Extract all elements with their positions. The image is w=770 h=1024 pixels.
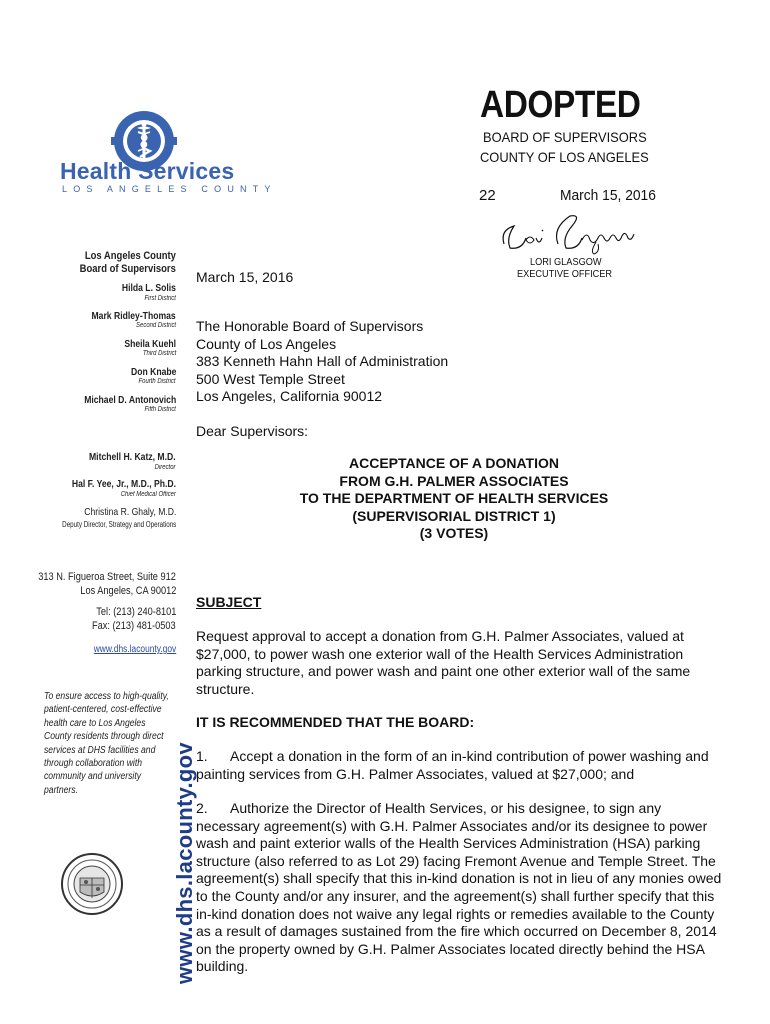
recommendation-item: [196, 748, 726, 783]
heading-line: TO THE DEPARTMENT OF HEALTH SERVICES: [299, 490, 609, 507]
recipient-address: [196, 318, 448, 406]
official-title: Chief Medical Officer: [120, 491, 176, 498]
heading-line: (SUPERVISORIAL DISTRICT 1): [352, 507, 556, 524]
sidebar-org-line2: Board of Supervisors: [79, 263, 176, 275]
vertical-website-text: www.dhs.lacounty.gov: [172, 742, 197, 984]
stamp-officer-name: LORI GLASGOW: [530, 257, 602, 268]
supervisor-name: Michael D. Antonovich: [83, 394, 176, 406]
heading-line: (3 VOTES): [419, 525, 489, 542]
office-tel: Tel: (213) 240-8101: [95, 606, 176, 618]
stamp-county: COUNTY OF LOS ANGELES: [480, 149, 649, 165]
office-address-line1: 313 N. Figueroa Street, Suite 912: [38, 571, 176, 583]
official-title: Director: [155, 464, 176, 471]
supervisor-name: Sheila Kuehl: [124, 338, 176, 350]
subject-text: Request approval to accept a donation from G.H. Palmer Associates, valued at $27,000, to power wash one exterior wall of the Health Services Administration parking structure, and power wash and paint one other exterior wall of the same structure.: [196, 628, 691, 697]
recommendation-number: 2.: [196, 800, 208, 816]
subject-heading: SUBJECT: [196, 594, 262, 610]
office-address-line2: Los Angeles, CA 90012: [79, 585, 176, 597]
supervisor-district: Fourth District: [138, 378, 176, 385]
supervisor-district: Second District: [135, 322, 176, 329]
stamp-board: BOARD OF SUPERVISORS: [483, 129, 647, 145]
letter-heading: [196, 455, 712, 543]
logo-subtitle: LOS ANGELES COUNTY: [62, 184, 277, 194]
supervisor-district: Fifth District: [144, 406, 176, 413]
supervisor-district: Third District: [142, 350, 176, 357]
adopted-stamp-title: ADOPTED: [480, 84, 641, 126]
heading-line: FROM G.H. PALMER ASSOCIATES: [339, 472, 569, 489]
address-line: 500 West Temple Street: [196, 370, 345, 387]
stamp-date: March 15, 2016: [560, 187, 656, 204]
address-line: County of Los Angeles: [196, 335, 337, 352]
official-name: Hal F. Yee, Jr., M.D., Ph.D.: [71, 478, 176, 490]
logo-title: Health Services: [60, 158, 235, 184]
county-seal-icon: [60, 852, 124, 916]
address-line: The Honorable Board of Supervisors: [196, 318, 424, 334]
stamp-item-number: 22: [479, 187, 496, 204]
official-name: Mitchell H. Katz, M.D.: [89, 451, 176, 463]
recommendation-text: Authorize the Director of Health Services, or his designee, to sign any necessary agreement(s) with G.H. Palmer Associates and/or its designee to power wash and paint exterior walls of the Health Services Administration (HSA) parking structure (also referred to as Lot 29) facing Fremont Avenue and Temple Street. The agreement(s) shall specify that this in-kind donation is not in lieu of any monies owed to the County and/or any insurer, and the agreement(s) shall further specify that this in-kind donation does not waive any legal rights or remedies available to the County as a result of damages sustained from the fire which occurred on December 8, 2014 on the property owned by G.H. Palmer Associates located directly behind the HSA building.: [196, 800, 722, 975]
heading-line: ACCEPTANCE OF A DONATION: [349, 455, 559, 471]
signature-image: [496, 208, 646, 256]
recommendation-text: Accept a donation in the form of an in-kind contribution of power washing and painting services from G.H. Palmer Associates, valued at $27,000; and: [196, 748, 709, 782]
office-fax: Fax: (213) 481-0503: [92, 620, 176, 632]
address-line: 383 Kenneth Hahn Hall of Administration: [196, 353, 449, 370]
supervisor-name: Mark Ridley-Thomas: [91, 310, 176, 322]
letter-date: March 15, 2016: [196, 269, 294, 285]
mission-statement: To ensure access to high-quality, patient-centered, cost-effective health care to Los Angeles County residents through direct services at DHS facilities and through collaboration with community and university partners.: [44, 691, 169, 796]
address-line: Los Angeles, California 90012: [196, 388, 383, 405]
recommendation-heading: IT IS RECOMMENDED THAT THE BOARD:: [196, 714, 475, 730]
supervisor-name: Hilda L. Solis: [121, 282, 176, 294]
deputy-director-name: Christina R. Ghaly, M.D.: [83, 506, 176, 518]
supervisor-name: Don Knabe: [130, 366, 176, 378]
recommendation-item: [196, 800, 726, 976]
stamp-officer-title: EXECUTIVE OFFICER: [517, 269, 613, 280]
website-link[interactable]: www.dhs.lacounty.gov: [93, 644, 176, 655]
supervisor-district: First District: [144, 295, 176, 302]
deputy-director-title: Deputy Director, Strategy and Operations: [61, 520, 176, 529]
sidebar-org-line1: Los Angeles County: [84, 250, 176, 262]
salutation: Dear Supervisors:: [196, 423, 309, 439]
recommendation-number: 1.: [196, 748, 208, 764]
